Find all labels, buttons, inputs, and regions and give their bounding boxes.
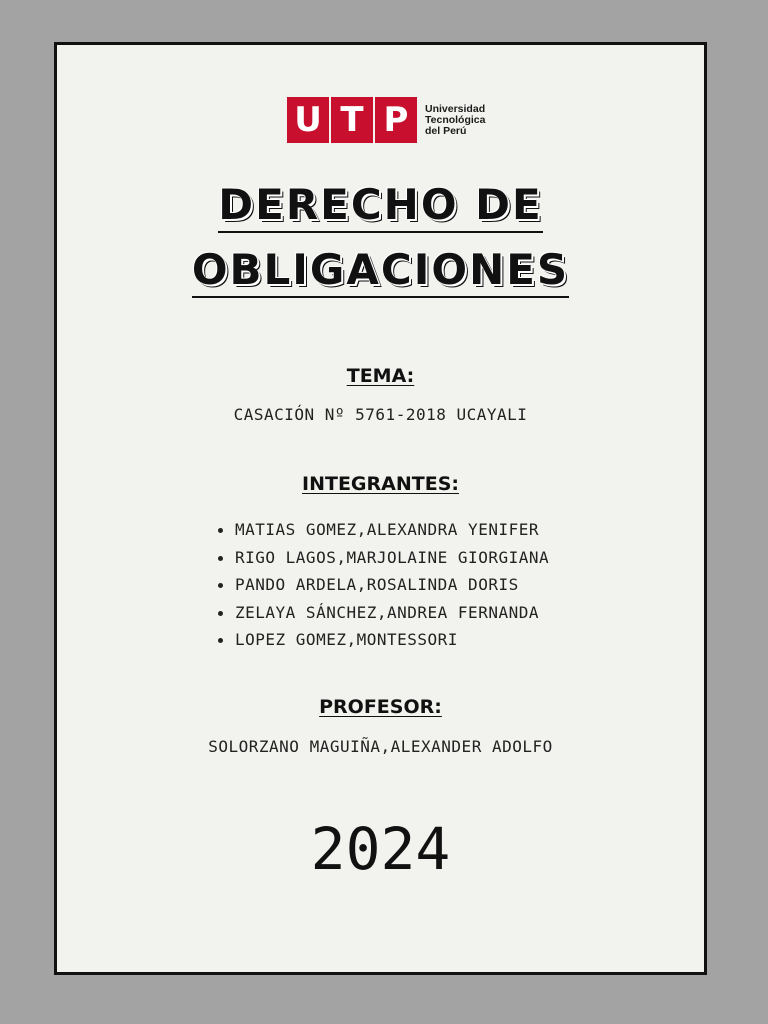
- logo-text-line-3: del Perú: [425, 124, 467, 137]
- logo-letter-u: U: [287, 97, 329, 143]
- utp-logo: [287, 97, 485, 143]
- members-list: [215, 519, 549, 657]
- list-item: [215, 629, 549, 657]
- bullet-icon: [218, 556, 223, 561]
- logo-wordmark: [425, 104, 485, 137]
- bullet-icon: [218, 638, 223, 643]
- tema-value: CASACIÓN Nº 5761-2018 UCAYALI: [233, 405, 528, 424]
- member-name: ZELAYA SÁNCHEZ,ANDREA FERNANDA: [235, 602, 539, 622]
- member-name: PANDO ARDELA,ROSALINDA DORIS: [235, 575, 519, 594]
- logo-letter-p: P: [375, 97, 417, 143]
- logo-letters: [287, 97, 419, 143]
- list-item: [215, 519, 549, 547]
- logo-text-line-2: Tecnológica: [425, 113, 486, 126]
- title-line-2-text: OBLIGACIONES: [192, 245, 569, 298]
- year: 2024: [310, 815, 451, 883]
- list-item: [215, 574, 549, 602]
- logo-text-line-1: Universidad: [425, 102, 486, 115]
- logo-letter-t: T: [331, 97, 373, 143]
- title-line-1: [57, 180, 704, 233]
- bullet-icon: [218, 528, 223, 533]
- bullet-icon: [218, 583, 223, 588]
- bullet-icon: [218, 611, 223, 616]
- list-item: [215, 547, 549, 575]
- member-name: RIGO LAGOS,MARJOLAINE GIORGIANA: [235, 547, 550, 567]
- document-page: [54, 42, 707, 975]
- list-item: [215, 602, 549, 630]
- member-name: LOPEZ GOMEZ,MONTESSORI: [235, 630, 458, 649]
- title-line-1-text: DERECHO DE: [218, 180, 542, 233]
- title-line-2: [57, 245, 704, 298]
- tema-heading: TEMA:: [346, 365, 415, 387]
- profesor-heading: PROFESOR:: [319, 696, 442, 718]
- profesor-value: SOLORZANO MAGUIÑA,ALEXANDER ADOLFO: [208, 737, 553, 756]
- integrantes-heading: INTEGRANTES:: [302, 473, 459, 495]
- member-name: MATIAS GOMEZ,ALEXANDRA YENIFER: [235, 520, 539, 539]
